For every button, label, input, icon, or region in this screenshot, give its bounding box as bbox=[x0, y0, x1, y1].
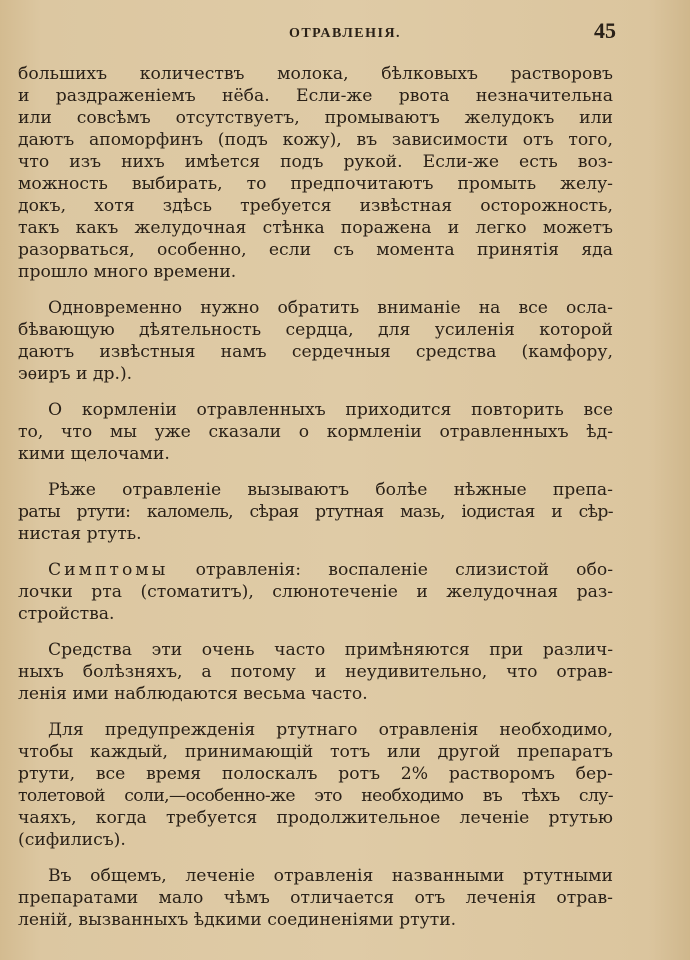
paragraph bbox=[18, 639, 613, 705]
text-line: эѳиръ и др.). bbox=[18, 364, 133, 384]
emphasized-term: Симптомы bbox=[48, 560, 169, 580]
text-line: О кормленіи отравленныхъ приходится повторить все bbox=[48, 400, 613, 420]
paragraph bbox=[18, 559, 613, 625]
text-fragment: отравленія: воспаленіе слизистой обо- bbox=[168, 560, 613, 580]
text-line: Рѣже отравленіе вызываютъ болѣе нѣжные препа- bbox=[48, 480, 613, 500]
text-line: то, что мы уже сказали о кормленіи отравленныхъ ѣд- bbox=[18, 422, 613, 442]
text-line: и раздраженіемъ нёба. Если-же рвота незначительна bbox=[18, 86, 613, 106]
text-line: чаяхъ, когда требуется продолжительное леченіе ртутью bbox=[18, 808, 613, 828]
text-line: большихъ количествъ молока, бѣлковыхъ растворовъ bbox=[18, 64, 613, 84]
text-line: нистая ртуть. bbox=[18, 524, 142, 544]
text-line: даютъ извѣстныя намъ сердечныя средства (камфору, bbox=[18, 342, 613, 362]
text-line: (сифилисъ). bbox=[18, 830, 126, 850]
paragraph bbox=[18, 865, 613, 931]
text-line: леній, вызванныхъ ѣдкими соединеніями ртути. bbox=[18, 910, 457, 930]
text-line: даютъ апоморфинъ (подъ кожу), въ зависимости отъ того, bbox=[18, 130, 613, 150]
running-title: ОТРАВЛЕНІЯ. bbox=[288, 26, 402, 41]
text-line: ныхъ болѣзняхъ, а потому и неудивительно, что отрав- bbox=[18, 662, 613, 682]
text-line: раты ртути: каломель, сѣрая ртутная мазь, іодистая и сѣр- bbox=[18, 502, 613, 522]
paragraph bbox=[18, 479, 613, 545]
text-line: прошло много времени. bbox=[18, 262, 237, 282]
text-line: препаратами мало чѣмъ отличается отъ леченія отрав- bbox=[18, 888, 613, 908]
paragraph bbox=[18, 297, 613, 385]
text-line: кими щелочами. bbox=[18, 444, 170, 464]
text-line: разорваться, особенно, если съ момента принятія яда bbox=[18, 240, 613, 260]
text-line: что изъ нихъ имѣется подъ рукой. Если-же есть воз- bbox=[18, 152, 613, 172]
text-line: ленія ими наблюдаются весьма часто. bbox=[18, 684, 368, 704]
paragraph bbox=[18, 719, 613, 851]
text-line: или совсѣмъ отсутствуетъ, промываютъ желудокъ или bbox=[18, 108, 613, 128]
text-line: стройства. bbox=[18, 604, 115, 624]
paragraph bbox=[18, 63, 613, 283]
page-number: 45 bbox=[594, 18, 616, 43]
paragraph bbox=[18, 399, 613, 465]
text-line: Въ общемъ, леченіе отравленія названными ртутными bbox=[48, 866, 613, 886]
text-line: такъ какъ желудочная стѣнка поражена и легко можетъ bbox=[18, 218, 613, 238]
text-line: бѣвающую дѣятельность сердца, для усиленія которой bbox=[18, 320, 613, 340]
text-line: ртути, все время полоскалъ ротъ 2% растворомъ бер- bbox=[18, 764, 613, 784]
page-body bbox=[18, 63, 613, 945]
text-line: толетовой соли,—особенно-же это необходимо въ тѣхъ слу- bbox=[18, 786, 613, 806]
page-header bbox=[0, 18, 690, 48]
text-line: лочки рта (стоматитъ), слюнотеченіе и желудочная раз- bbox=[18, 582, 613, 602]
text-line: можность выбирать, то предпочитаютъ промыть желу- bbox=[18, 174, 613, 194]
text-line: Средства эти очень часто примѣняются при различ- bbox=[48, 640, 613, 660]
text-line: чтобы каждый, принимающій тотъ или другой препаратъ bbox=[18, 742, 613, 762]
text-line: Для предупрежденія ртутнаго отравленія необходимо, bbox=[48, 720, 613, 740]
text-line: докъ, хотя здѣсь требуется извѣстная осторожность, bbox=[18, 196, 613, 216]
text-line bbox=[18, 559, 613, 581]
text-line: Одновременно нужно обратить вниманіе на все осла- bbox=[48, 298, 613, 318]
